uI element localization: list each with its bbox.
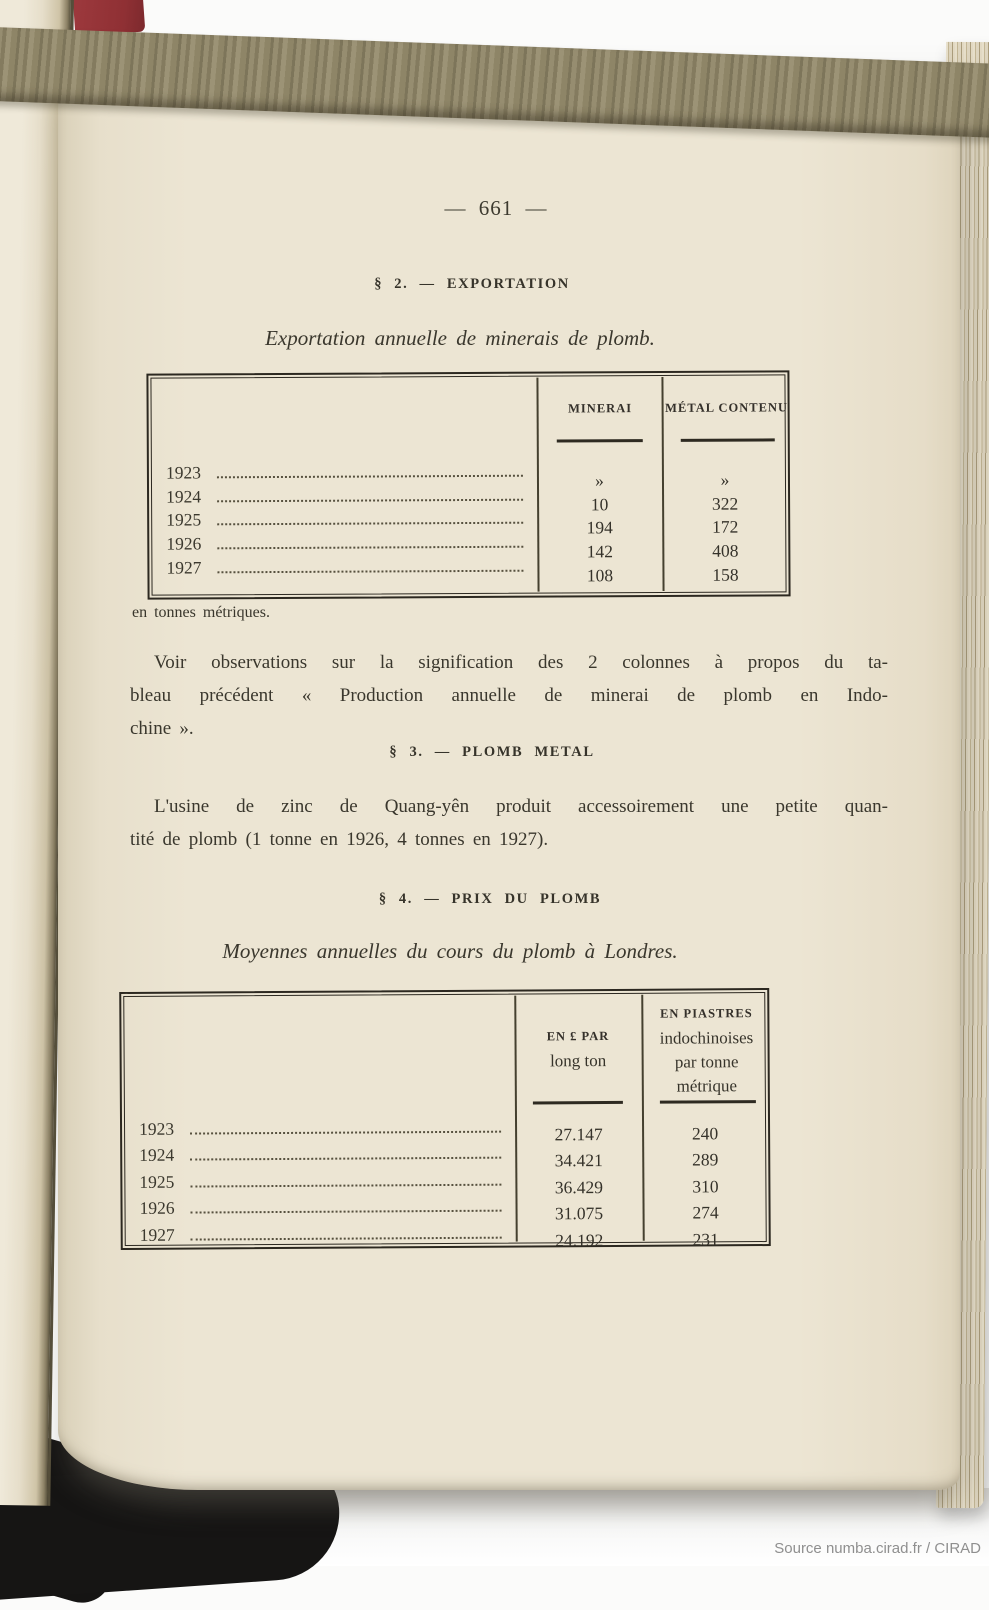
attribution-text: Source numba.cirad.fr / CIRAD <box>774 1540 981 1557</box>
book-page <box>58 68 960 1490</box>
observations-paragraph <box>130 646 888 745</box>
metal-value: 322 <box>711 493 739 514</box>
table-body <box>149 458 789 586</box>
dotted-leader <box>217 475 523 479</box>
metal-value: 408 <box>712 540 739 561</box>
year-label: 1927 <box>166 557 202 578</box>
section-3-heading: § 3. — PLOMB METAL <box>389 744 595 760</box>
piastres-value: 231 <box>692 1229 719 1250</box>
metal-value: » <box>720 469 730 490</box>
year-label: 1926 <box>139 1197 175 1219</box>
section-4-subtitle: Moyennes annuelles du cours du plomb à Londres. <box>222 939 678 963</box>
piastres-value: 240 <box>691 1123 719 1144</box>
piastres-value: 310 <box>692 1176 719 1197</box>
col-header-pounds-line2: long ton <box>549 1051 607 1071</box>
minerai-value: 108 <box>586 564 614 586</box>
col-header-piastres-line2: indochinoises <box>659 1028 754 1048</box>
minerai-value: 194 <box>586 517 613 538</box>
header-rule <box>557 439 643 442</box>
year-label: 1926 <box>166 533 202 554</box>
paragraph-line: tité de plomb (1 tonne en 1926, 4 tonnes en 1927). <box>130 829 549 850</box>
col-header-pounds-line1: EN £ PAR <box>546 1028 610 1044</box>
pounds-value: 36.429 <box>554 1176 604 1198</box>
year-label: 1925 <box>166 509 202 531</box>
col-header-piastres-line4: métrique <box>676 1076 738 1096</box>
plomb-metal-paragraph <box>130 790 888 856</box>
col-header-piastres-line1: EN PIASTRES <box>660 1006 753 1021</box>
export-lead-ore-table <box>146 370 790 599</box>
unit-note: en tonnes métriques. <box>132 604 270 621</box>
paragraph-line: bleau précédent « Production annuelle de minerai de plomb en Indo- <box>130 685 888 706</box>
piastres-value: 274 <box>692 1202 719 1223</box>
dotted-leader <box>217 499 523 503</box>
year-label: 1924 <box>139 1144 175 1166</box>
lead-price-table <box>119 988 771 1250</box>
header-rule <box>533 1101 623 1105</box>
metal-value: 172 <box>712 517 739 538</box>
year-label: 1923 <box>165 462 201 483</box>
minerai-value: 10 <box>590 494 609 515</box>
col-header-metal-contenu: MÉTAL CONTENU <box>665 400 789 415</box>
page-number: — 661 — <box>444 196 548 220</box>
table-row <box>149 458 788 491</box>
attribution <box>774 1540 981 1557</box>
year-label: 1924 <box>166 486 202 507</box>
paragraph-line: chine ». <box>130 718 194 739</box>
year-label: 1925 <box>139 1171 175 1192</box>
minerai-value: » <box>595 470 604 491</box>
dotted-leader <box>190 1183 501 1187</box>
pounds-value: 34.421 <box>554 1150 603 1171</box>
section-2-subtitle: Exportation annuelle de minerais de plomb. <box>265 326 655 350</box>
paragraph-line: L'usine de zinc de Quang-yên produit accessoirement une petite quan- <box>154 796 888 817</box>
header-rule <box>660 1100 756 1104</box>
pounds-value: 24.192 <box>555 1229 604 1251</box>
dotted-leader <box>191 1236 502 1240</box>
section-2-heading: § 2. — EXPORTATION <box>374 276 570 292</box>
pounds-value: 27.147 <box>554 1123 603 1145</box>
piastres-value: 289 <box>692 1149 719 1170</box>
dotted-leader <box>217 546 523 550</box>
dotted-leader <box>217 569 523 573</box>
year-label: 1923 <box>138 1118 175 1139</box>
paragraph-line: Voir observations sur la signification des 2 colonnes à propos du ta- <box>154 652 888 673</box>
year-label: 1927 <box>139 1224 175 1245</box>
col-header-piastres-line3: par tonne <box>674 1052 739 1072</box>
header-rule <box>681 438 775 441</box>
dotted-leader <box>190 1130 501 1134</box>
metal-value: 158 <box>712 564 739 585</box>
dotted-leader <box>191 1210 502 1214</box>
minerai-value: 142 <box>586 541 614 562</box>
table-row <box>122 1112 768 1145</box>
table-body <box>122 1112 769 1251</box>
section-4-heading: § 4. — PRIX DU PLOMB <box>378 891 602 907</box>
dotted-leader <box>190 1157 501 1161</box>
col-header-minerai: MINERAI <box>568 401 633 416</box>
dotted-leader <box>217 522 523 526</box>
pounds-value: 31.075 <box>554 1203 604 1224</box>
